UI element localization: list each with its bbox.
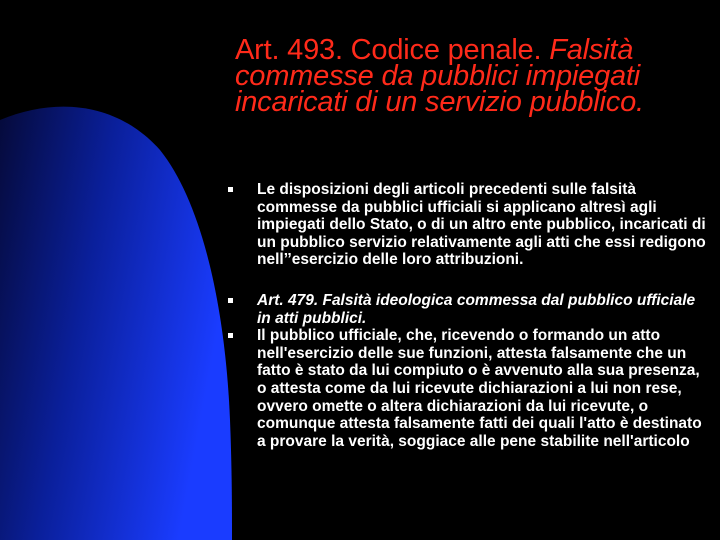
slide-title [235,34,705,118]
title-italic: Falsità commesse da pubblici impiegati incaricati di un servizio pubblico. [235,34,644,118]
bullet-square-icon [228,187,233,192]
title-plain: Art. 493. Codice penale. [235,34,550,66]
bullet-item [226,292,706,327]
bullet-text: Art. 479. Falsità ideologica commessa dal pubblico ufficiale in atti pubblici. [257,291,696,327]
bullet-item [226,181,706,269]
bullet-list [226,181,706,450]
bullet-text: Il pubblico ufficiale, che, ricevendo o formando un atto nell'esercizio delle sue funzioni, attesta falsamente che un fatto è stato da lui compiuto o è avvenuto alla sua presenza, o attesta come da lui ricevute dichiarazioni a lui non rese, ovvero omette o altera dichiarazioni da lui ricevute, o comunque attesta falsamente fatti dei quali l'atto è destinato a provare la verità, soggiace alle pene stabilite nell'articolo [257,327,702,450]
bullet-square-icon [228,298,233,303]
bullet-item [226,327,706,450]
bullet-square-icon [228,333,233,338]
bullet-text: Le disposizioni degli articoli precedenti sulle falsità commesse da pubblici ufficiali si applicano altresì agli impiegati dello Stato, o di un altro ente pubblico, incaricati di un pubblico servizio relativamente agli atti che essi redigono nell’’esercizio delle loro attribuzioni. [257,181,706,269]
